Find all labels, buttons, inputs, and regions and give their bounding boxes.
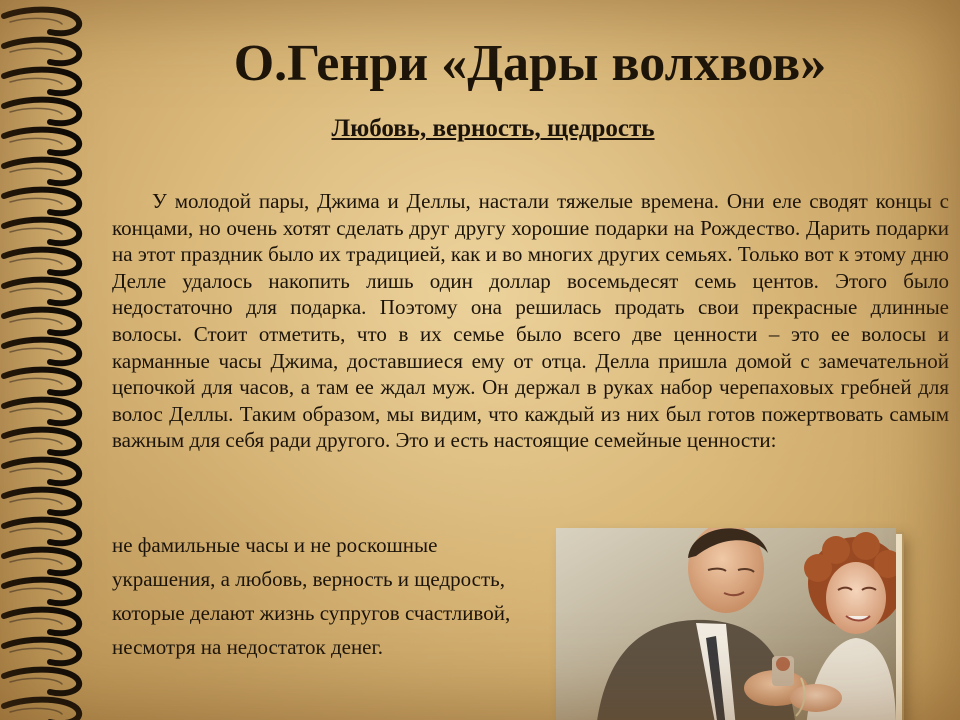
spiral-binding xyxy=(0,0,100,720)
slide-title: О.Генри «Дары волхвов» xyxy=(233,35,827,92)
slide-subtitle: Любовь, верность, щедрость xyxy=(331,115,655,142)
conclusion-text: не фамильные часы и не роскошные украшения, а любовь, верность и щедрость, которые делают жизнь супругов счастливой, несмотря на недостаток денег. xyxy=(112,533,511,659)
summary-paragraph: У молодой пары, Джима и Деллы, настали тяжелые времена. Они еле сводят концы с концами, но очень хотят сделать друг другу хорошие подарки на Рождество. Дарить подарки на этот праздник было их традицией, как и во многих других семьях. Только вот к этому дню Делле удалось накопить лишь один доллар восемьдесят семь центов. Этого было недостаточно для подарка. Поэтому она решилась продать свои прекрасные длинные волосы. Стоит отметить, что в их семье было всего две ценности – это ее волосы и карманные часы Джима, доставшиеся ему от отца. Делла пришла домой с замечательной цепочкой для часов, а там ее ждал муж. Он держал в руках набор черепаховых гребней для волос Деллы. Таким образом, мы видим, что каждый из них был готов пожертвовать самым важным для себя ради другого. Это и есть настоящие семейные ценности: xyxy=(112,189,949,453)
story-illustration xyxy=(556,528,896,720)
